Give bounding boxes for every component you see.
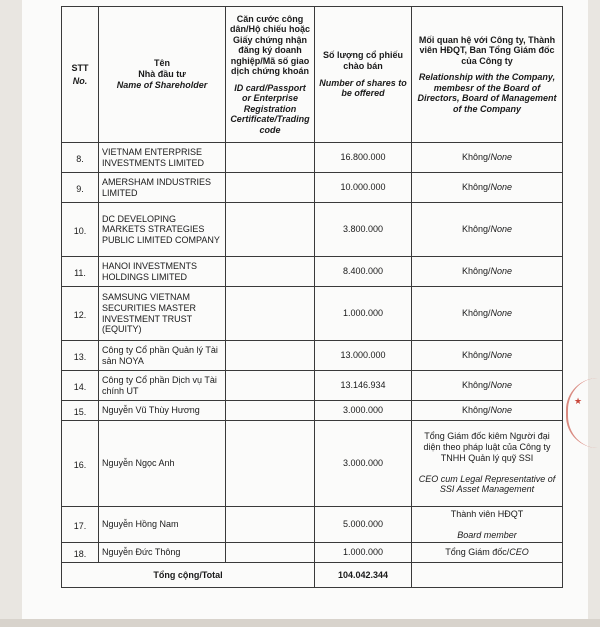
table-row [62, 143, 563, 173]
row-stt: 13. [62, 341, 99, 371]
rel-en: None [490, 405, 513, 415]
row-name: Nguyễn Hồng Nam [99, 506, 226, 543]
table-row [62, 257, 563, 287]
row-shares: 1.000.000 [315, 287, 412, 341]
header-shares: Số lượng cổ phiếu chào bán Number of shares to be offered [315, 7, 412, 143]
document-page [22, 0, 588, 619]
rel-en: Board member [457, 529, 517, 540]
row-name: HANOI INVESTMENTS HOLDINGS LIMITED [99, 257, 226, 287]
rel-vn: Không/ [461, 224, 491, 235]
header-stt: STT No. [62, 7, 99, 143]
row-stt: 10. [62, 203, 99, 257]
table-row [62, 420, 563, 506]
row-name: Công ty Cổ phần Dịch vụ Tài chính UT [99, 371, 226, 401]
row-relationship [412, 143, 563, 173]
row-id [226, 257, 315, 287]
row-relationship [412, 173, 563, 203]
row-stt: 9. [62, 173, 99, 203]
row-id [226, 173, 315, 203]
row-relationship [412, 287, 563, 341]
row-id [226, 371, 315, 401]
row-name: Nguyễn Ngọc Anh [99, 420, 226, 506]
total-value: 104.042.344 [315, 563, 412, 588]
rel-vn: Không/ [461, 350, 491, 361]
row-name: AMERSHAM INDUSTRIES LIMITED [99, 173, 226, 203]
row-name: Công ty Cổ phần Quản lý Tài sản NOYA [99, 341, 226, 371]
total-label: Tổng cộng/Total [62, 563, 315, 588]
row-id [226, 506, 315, 543]
header-relationship: Mối quan hệ với Công ty, Thành viên HĐQT, Ban Tổng Giám đốc của Công ty Relationship with the Company, membesr of the Board of Directors, Board of Management of the Company [412, 7, 563, 143]
row-relationship [412, 203, 563, 257]
row-name: Nguyễn Vũ Thùy Hương [99, 401, 226, 421]
table-row [62, 506, 563, 543]
row-shares: 16.800.000 [315, 143, 412, 173]
table-row [62, 341, 563, 371]
row-shares: 1.000.000 [315, 543, 412, 563]
row-stt: 16. [62, 420, 99, 506]
row-stt: 18. [62, 543, 99, 563]
header-id: Căn cước công dân/Hộ chiếu hoặc Giấy chứng nhận đăng ký doanh nghiệp/Mã số giao dịch chứng khoán ID card/Passport or Enterprise Registration Certificate/Trading code [226, 7, 315, 143]
row-name: Nguyễn Đức Thông [99, 543, 226, 563]
row-id [226, 341, 315, 371]
table-row [62, 203, 563, 257]
row-shares: 3.800.000 [315, 203, 412, 257]
rel-vn: Không/ [461, 266, 491, 277]
row-shares: 13.146.934 [315, 371, 412, 401]
row-stt: 15. [62, 401, 99, 421]
row-shares: 10.000.000 [315, 173, 412, 203]
table-header-row [62, 7, 563, 143]
rel-vn: Không/ [461, 405, 491, 415]
rel-en: None [490, 380, 513, 391]
header-name: Tên Nhà đầu tư Name of Shareholder [99, 7, 226, 143]
rel-en: None [490, 224, 513, 235]
row-relationship [412, 371, 563, 401]
rel-vn: Không/ [461, 308, 491, 319]
page-bottom-strip [0, 619, 600, 627]
row-name: SAMSUNG VIETNAM SECURITIES MASTER INVESTMENT TRUST (EQUITY) [99, 287, 226, 341]
row-id [226, 143, 315, 173]
rel-vn: Tổng Giám đốc kiêm Người đại diện theo pháp luật của Công ty TNHH Quản lý quỹ SSI [423, 431, 551, 463]
star-icon: ★ [574, 396, 583, 406]
total-empty-cell [412, 563, 563, 588]
row-stt: 17. [62, 506, 99, 543]
row-id [226, 543, 315, 563]
row-relationship [412, 543, 563, 563]
row-shares: 3.000.000 [315, 401, 412, 421]
table-row [62, 287, 563, 341]
table-row [62, 401, 563, 421]
rel-en: CEO [509, 547, 529, 558]
rel-en: None [490, 308, 513, 319]
rel-vn: Thành viên HĐQT [450, 508, 524, 519]
row-relationship [412, 506, 563, 543]
row-id [226, 287, 315, 341]
rel-en: None [490, 182, 513, 193]
row-id [226, 203, 315, 257]
row-relationship [412, 401, 563, 421]
row-name: DC DEVELOPING MARKETS STRATEGIES PUBLIC LIMITED COMPANY [99, 203, 226, 257]
row-shares: 3.000.000 [315, 420, 412, 506]
row-stt: 14. [62, 371, 99, 401]
row-shares: 8.400.000 [315, 257, 412, 287]
shareholder-table [61, 6, 563, 588]
rel-en: CEO cum Legal Representative of SSI Asset Management [418, 473, 556, 495]
row-name: VIETNAM ENTERPRISE INVESTMENTS LIMITED [99, 143, 226, 173]
rel-vn: Không/ [461, 182, 491, 193]
table-row [62, 173, 563, 203]
total-row [62, 563, 563, 588]
row-id [226, 401, 315, 421]
rel-en: None [490, 266, 513, 277]
row-shares: 5.000.000 [315, 506, 412, 543]
row-stt: 12. [62, 287, 99, 341]
rel-vn: Không/ [461, 380, 491, 391]
row-relationship [412, 257, 563, 287]
rel-en: None [490, 350, 513, 361]
table-row [62, 543, 563, 563]
row-stt: 11. [62, 257, 99, 287]
table-row [62, 371, 563, 401]
row-stt: 8. [62, 143, 99, 173]
row-shares: 13.000.000 [315, 341, 412, 371]
row-id [226, 420, 315, 506]
rel-en: None [490, 152, 513, 163]
rel-vn: Không/ [461, 152, 491, 163]
rel-vn: Tổng Giám đốc/ [445, 547, 510, 558]
row-relationship [412, 341, 563, 371]
row-relationship [412, 420, 563, 506]
